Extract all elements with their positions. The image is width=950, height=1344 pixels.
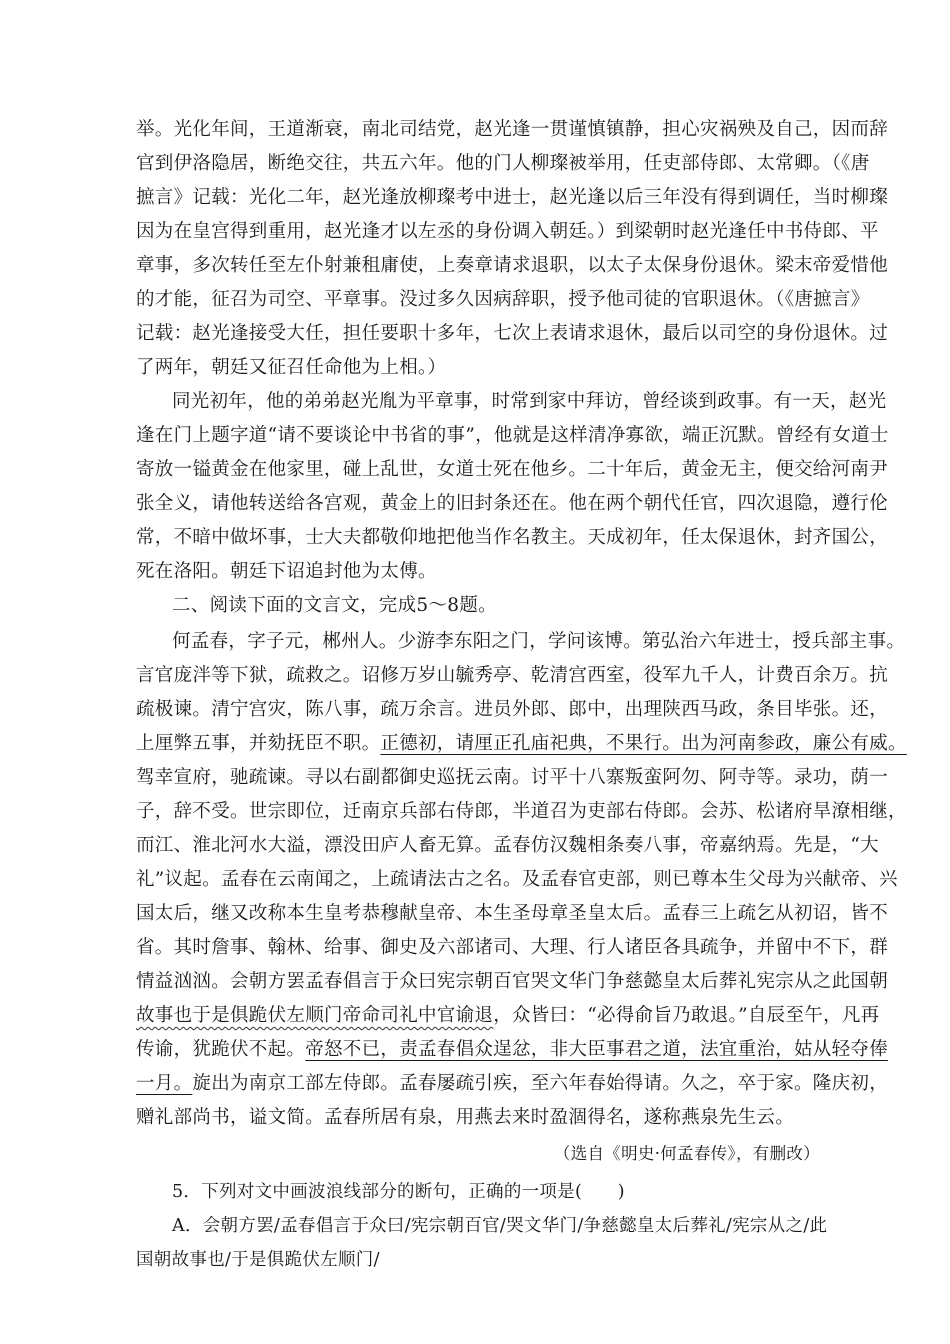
passage-line: 国太后，继又改称本生皇考恭穆献皇帝、本生圣母章圣皇太后。孟春三上疏乞从初诏，皆不 (136, 903, 889, 924)
source-citation: （选自《明史·何孟春传》，有删改） (553, 1144, 820, 1163)
passage-line: 赠礼部尚书，谥文简。孟春所居有泉，用燕去来时盈涸得名，遂称燕泉先生云。 (136, 1107, 795, 1128)
passage-line (136, 728, 907, 760)
passage-line: 何孟春，字子元，郴州人。少游李东阳之门，学问该博。第弘治六年进士，授兵部主事。 (172, 631, 906, 652)
paragraph-line: 官到伊洛隐居，断绝交往，共五六年。他的门人柳璨被举用，任吏部侍郎、太常卿。（《唐 (136, 153, 870, 174)
passage-text: 情益汹汹。会朝方罢孟春倡言于众曰宪宗朝百官哭文华门争慈懿皇太后葬礼宪宗从之此国朝 (136, 971, 889, 992)
paragraph-line: 张全义，请他转送给各宫观，黄金上的旧封条还在。他在两个朝代任官，四次退隐，遵行伦 (136, 493, 889, 514)
passage-line (136, 1034, 889, 1066)
paragraph-line: 记载：赵光逢接受大任，担任要职十多年，七次上表请求退休，最后以司空的身份退休。过 (136, 323, 889, 344)
passage-line: 疏极谏。清宁宫灾，陈八事，疏万余言。进员外郎、郎中，出理陕西马政，条目毕张。还， (136, 699, 889, 720)
section-heading: 二、阅读下面的文言文，完成5～8题。 (172, 595, 497, 616)
passage-text: 旋出为南京工部左侍郎。孟春屡疏引疾，至六年春始得请。久之，卒于家。隆庆初， (192, 1073, 889, 1094)
passage-line: 省。其时詹事、翰林、给事、御史及六部诸司、大理、行人诸臣各具疏争，并留中不下，群 (136, 937, 889, 958)
passage-line (136, 966, 889, 998)
passage-text: 上厘弊五事，并劾抚臣不职。 (136, 733, 381, 754)
paragraph-line: 死在洛阳。朝廷下诏追封他为太傅。 (136, 561, 437, 582)
passage-line: 驾幸宣府，驰疏谏。寻以右副都御史巡抚云南。讨平十八寨叛蛮阿勿、阿寺等。录功，荫一 (136, 767, 889, 788)
wavy-underlined-text: 故事也于是俱跪伏左顺门帝命司礼中官谕退 (136, 1005, 494, 1026)
paragraph-line: 了两年，朝廷又征召任命他为上相。） (136, 357, 447, 378)
passage-line: 子，辞不受。世宗即位，迁南京兵部右侍郎，半道召为吏部右侍郎。会苏、松诸府旱潦相继， (136, 801, 907, 822)
underlined-sentence: 正德初，请厘正孔庙祀典，不果行。出为河南参政，廉公有威。 (380, 733, 907, 754)
passage-line: 礼”议起。孟春在云南闻之，上疏请法古之名。及孟春官吏部，则已尊本生父母为兴献帝、兴 (136, 869, 898, 890)
passage-line: 而江、淮北河水大溢，漂没田庐人畜无算。孟春仿汉魏相条奏八事，帝嘉纳焉。先是，“大 (136, 835, 879, 856)
paragraph-line: 摭言》记载：光化二年，赵光逢放柳璨考中进士，赵光逢以后三年没有得到调任，当时柳璨 (136, 187, 889, 208)
paragraph-line: 同光初年，他的弟弟赵光胤为平章事，时常到家中拜访，曾经谈到政事。有一天，赵光 (172, 391, 887, 412)
paragraph-line: 章事，多次转任至左仆射兼租庸使，上奏章请求退职，以太子太保身份退休。梁末帝爱惜他 (136, 255, 889, 276)
paragraph-line: 举。光化年间，王道渐衰，南北司结党，赵光逢一贯谨慎镇静，担心灾祸殃及自己，因而辞 (136, 119, 889, 140)
paragraph-line: 寄放一镒黄金在他家里，碰上乱世，女道士死在他乡。二十年后，黄金无主，便交给河南尹 (136, 459, 889, 480)
option-a: A．会朝方罢/孟春倡言于众曰/宪宗朝百官/哭文华门/争慈懿皇太后葬礼/宪宗从之/此 (172, 1216, 828, 1236)
passage-line: 言官庞泮等下狱，疏救之。诏修万岁山毓秀亭、乾清宫西室，役军九千人，计费百余万。抗 (136, 665, 889, 686)
underlined-sentence: 帝怒不已，责孟春倡众逞忿，非大臣事君之道，法宜重治，姑从轻夺俸 (305, 1039, 889, 1060)
paragraph-line: 逢在门上题字道“请不要谈论中书省的事”，他就是这样清净寡欲，端正沉默。曾经有女道士 (136, 425, 889, 446)
paragraph-line: 常，不暗中做坏事，士大夫都敬仰地把他当作名教主。天成初年，任太保退休，封齐国公， (136, 527, 889, 548)
passage-line (136, 1000, 880, 1032)
underlined-sentence: 一月。 (136, 1073, 193, 1094)
option-a-continued: 国朝故事也/于是俱跪伏左顺门/ (136, 1250, 380, 1270)
question-stem: 5．下列对文中画波浪线部分的断句，正确的一项是( ) (172, 1182, 625, 1202)
passage-text: 传谕，犹跪伏不起。 (136, 1039, 306, 1060)
paragraph-line: 因为在皇宫得到重用，赵光逢才以左丞的身份调入朝廷。）到梁朝时赵光逢任中书侍郎、平 (136, 221, 879, 242)
paragraph-line: 的才能，征召为司空、平章事。没过多久因病辞职，授予他司徒的官职退休。（《唐摭言》 (136, 289, 870, 310)
passage-text: ，众皆曰：“必得俞旨乃敢退。”自辰至午，凡再 (493, 1005, 880, 1026)
passage-line (136, 1068, 889, 1100)
